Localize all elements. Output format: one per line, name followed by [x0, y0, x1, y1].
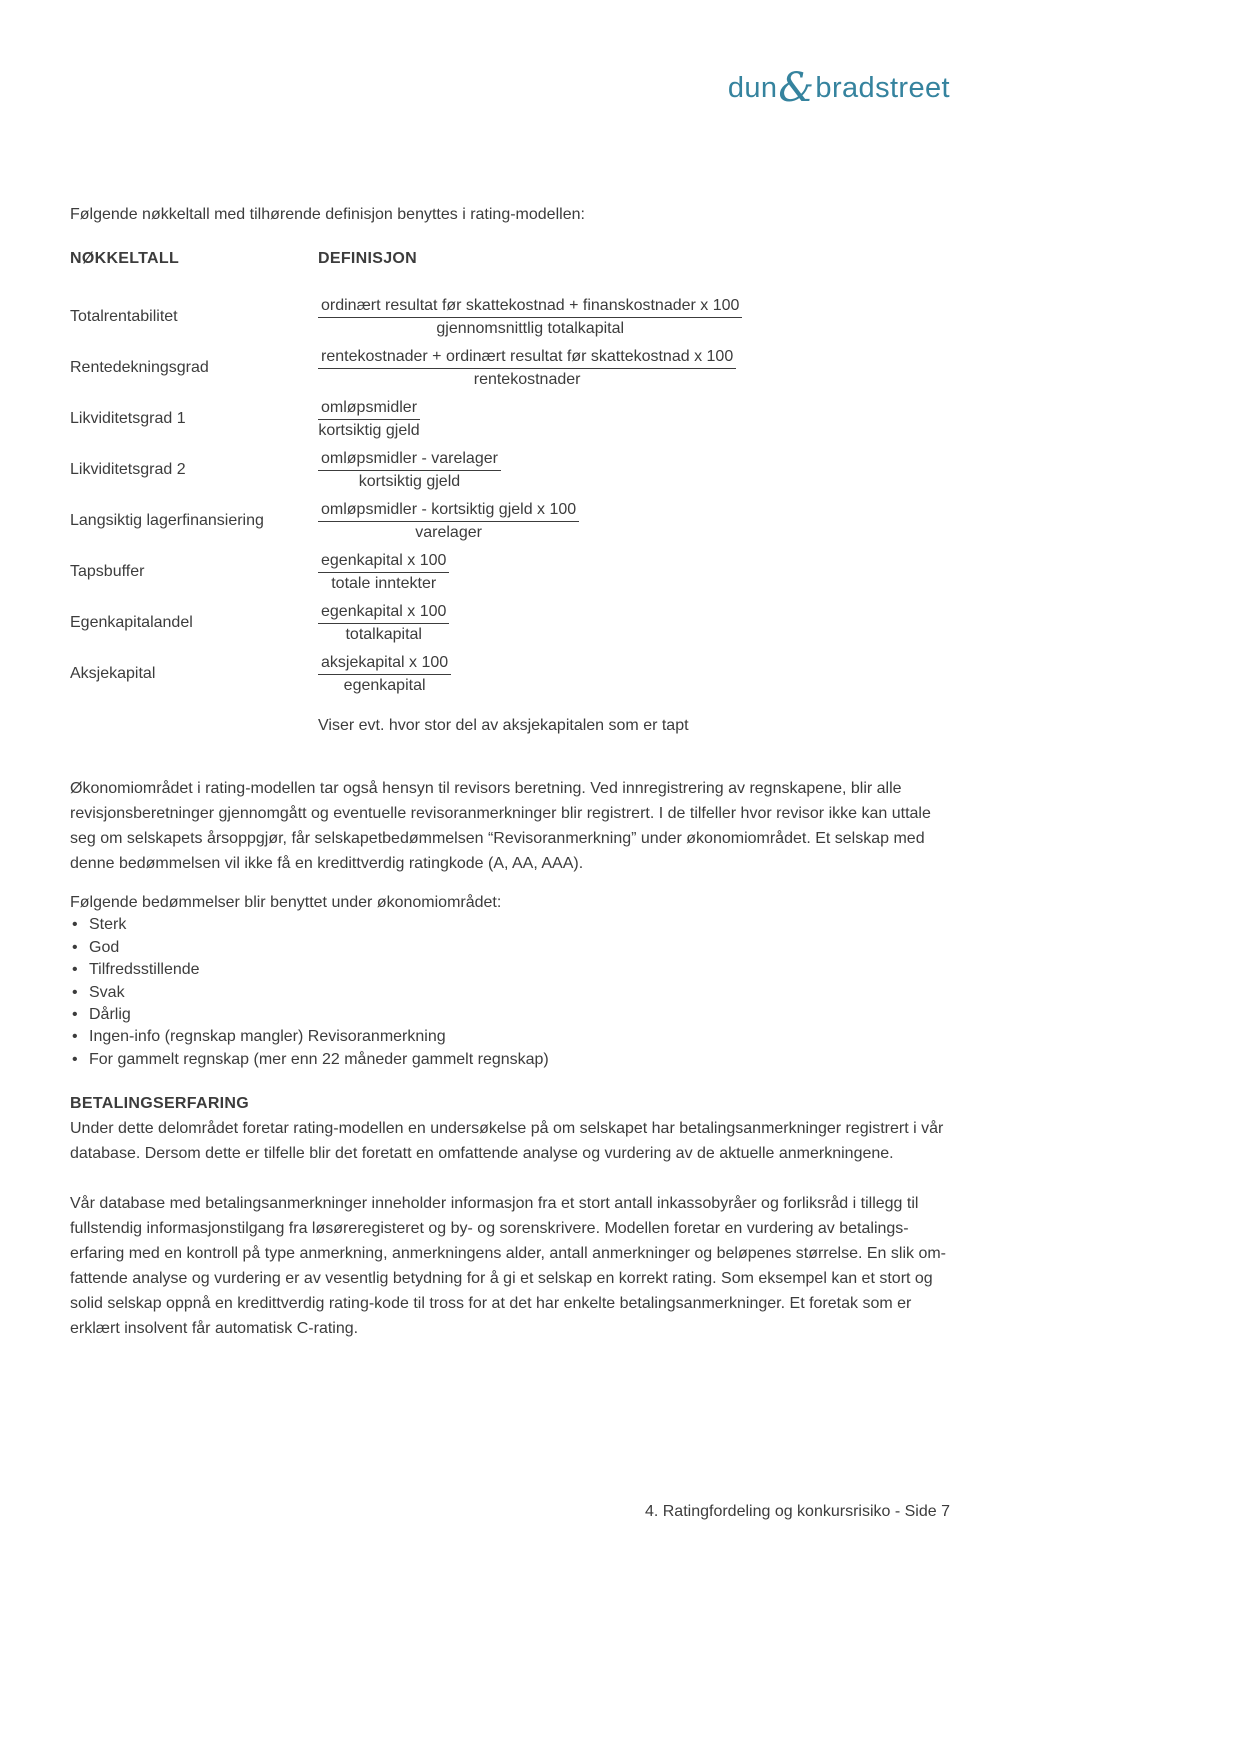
list-item-label: Tilfredsstillende	[89, 961, 200, 979]
paragraph-economy: Økonomiområdet i rating-modellen tar også hensyn til revisors beretning. Ved innregistrering av regnskapene, blir alle revisjonsberetninger gjennomgått og eventuelle revisoranmerkninger blir registrert. I de tilfeller hvor revisor ikke kan uttale seg om selskapets årsoppgjør, får selskapetbedømmelsen “Revisoranmerkning” under økonomiområdet. Et selskap med denne bedømmelsen vil ikke få en kredittverdig ratingkode (A, AA, AAA).	[70, 780, 931, 872]
column-header-definisjon: DEFINISJON	[318, 250, 418, 267]
table-row	[70, 448, 950, 492]
logo-word-bradstreet: bradstreet	[815, 72, 950, 104]
fraction-denominator: totale inntekter	[331, 575, 437, 592]
definition-fraction	[318, 397, 420, 441]
fraction-numerator: aksjekapital x 100	[318, 652, 451, 675]
definition-fraction	[318, 550, 449, 594]
fraction-denominator: varelager	[415, 524, 482, 541]
list-item	[70, 914, 950, 936]
fraction-numerator: ordinært resultat før skattekostnad + finanskostnader x 100	[318, 295, 742, 318]
definition-fraction	[318, 601, 449, 645]
fraction-numerator: rentekostnader + ordinært resultat før skattekostnad x 100	[318, 346, 736, 369]
logo-word-dun: dun	[727, 72, 778, 104]
definition-fraction	[318, 346, 736, 390]
fraction-numerator: omløpsmidler	[318, 397, 420, 420]
bullets-intro: Følgende bedømmelser blir benyttet under økonomiområdet:	[70, 894, 502, 911]
main-content	[70, 205, 950, 1341]
list-item-label: Sterk	[89, 916, 127, 934]
fraction-denominator: kortsiktig gjeld	[358, 473, 461, 490]
table-row	[70, 550, 950, 594]
list-item-label: For gammelt regnskap (mer enn 22 måneder gammelt regnskap)	[89, 1050, 549, 1068]
row-label: Rentedekningsgrad	[70, 359, 209, 376]
table-row	[70, 295, 950, 339]
row-label: Likviditetsgrad 2	[70, 461, 186, 478]
definition-fraction	[318, 652, 451, 696]
definition-fraction	[318, 295, 742, 339]
row-label: Likviditetsgrad 1	[70, 410, 186, 427]
assessment-list	[70, 914, 950, 1071]
fraction-numerator: omløpsmidler - varelager	[318, 448, 501, 471]
fraction-denominator: kortsiktig gjeld	[318, 422, 420, 439]
row-label: Tapsbuffer	[70, 563, 145, 580]
definition-table-rows	[70, 295, 950, 696]
column-header-nokkeltall: NØKKELTALL	[70, 250, 180, 267]
table-row	[70, 499, 950, 543]
row-label: Egenkapitalandel	[70, 614, 193, 631]
definition-fraction	[318, 448, 501, 492]
list-item	[70, 1004, 950, 1026]
fraction-denominator: totalkapital	[345, 626, 422, 643]
definition-fraction	[318, 499, 579, 543]
table-row	[70, 652, 950, 696]
logo	[727, 65, 950, 111]
list-item-label: God	[89, 938, 120, 956]
list-item	[70, 1026, 950, 1048]
row-label: Langsiktig lagerfinansiering	[70, 512, 264, 529]
table-note: Viser evt. hvor stor del av aksjekapitalen som er tapt	[318, 717, 689, 734]
table-row	[70, 346, 950, 390]
list-item	[70, 959, 950, 981]
fraction-numerator: egenkapital x 100	[318, 550, 449, 573]
fraction-numerator: egenkapital x 100	[318, 601, 449, 624]
list-item-label: Dårlig	[89, 1006, 131, 1024]
paragraph-payment-1: Under dette delområdet foretar rating-modellen en undersøkelse på om selskapet har betalingsanmerkninger registrert i vår database. Dersom dette er tilfelle blir det foretatt en omfattende analyse og vurdering av de aktuelle anmerkningene.	[70, 1120, 944, 1163]
list-item-label: Ingen-info (regnskap mangler) Revisoranmerkning	[89, 1028, 446, 1046]
section-heading-betalingserfaring: BETALINGSERFARING	[70, 1095, 250, 1113]
list-item	[70, 982, 950, 1004]
table-row	[70, 601, 950, 645]
table-header-row	[70, 249, 950, 269]
row-label: Totalrentabilitet	[70, 308, 178, 325]
list-item	[70, 937, 950, 959]
list-item-label: Svak	[89, 983, 125, 1001]
fraction-numerator: omløpsmidler - kortsiktig gjeld x 100	[318, 499, 579, 522]
fraction-denominator: rentekostnader	[473, 371, 581, 388]
logo-ampersand-icon: &	[778, 65, 815, 111]
fraction-denominator: gjennomsnittlig totalkapital	[436, 320, 625, 337]
fraction-denominator: egenkapital	[343, 677, 426, 694]
page-footer: 4. Ratingfordeling og konkursrisiko - Side 7	[644, 1503, 950, 1520]
intro-text: Følgende nøkkeltall med tilhørende definisjon benyttes i rating-modellen:	[70, 206, 585, 223]
table-row	[70, 397, 950, 441]
paragraph-payment-2: Vår database med betalingsanmerkninger inneholder informasjon fra et stort antall inkassobyråer og forliksråd i tillegg til fullstendig informasjonstilgang fra løsøreregisteret og by- og sorenskrivere. Modellen foretar en vurdering av betalings- erfaring med en kontroll på type anmerkning, anmerkningens alder, antall anmerkninger og beløpenes størrelse. En slik om- fattende analyse og vurdering er av vesentlig betydning for å gi et selskap en korrekt rating. Som eksempel kan et stort og solid selskap oppnå en kredittverdig rating-kode til tross for at det har enkelte betalingsanmerkninger. Et foretak som er erklært insolvent får automatisk C-rating.	[70, 1195, 946, 1338]
row-label: Aksjekapital	[70, 665, 156, 682]
list-item	[70, 1049, 950, 1071]
